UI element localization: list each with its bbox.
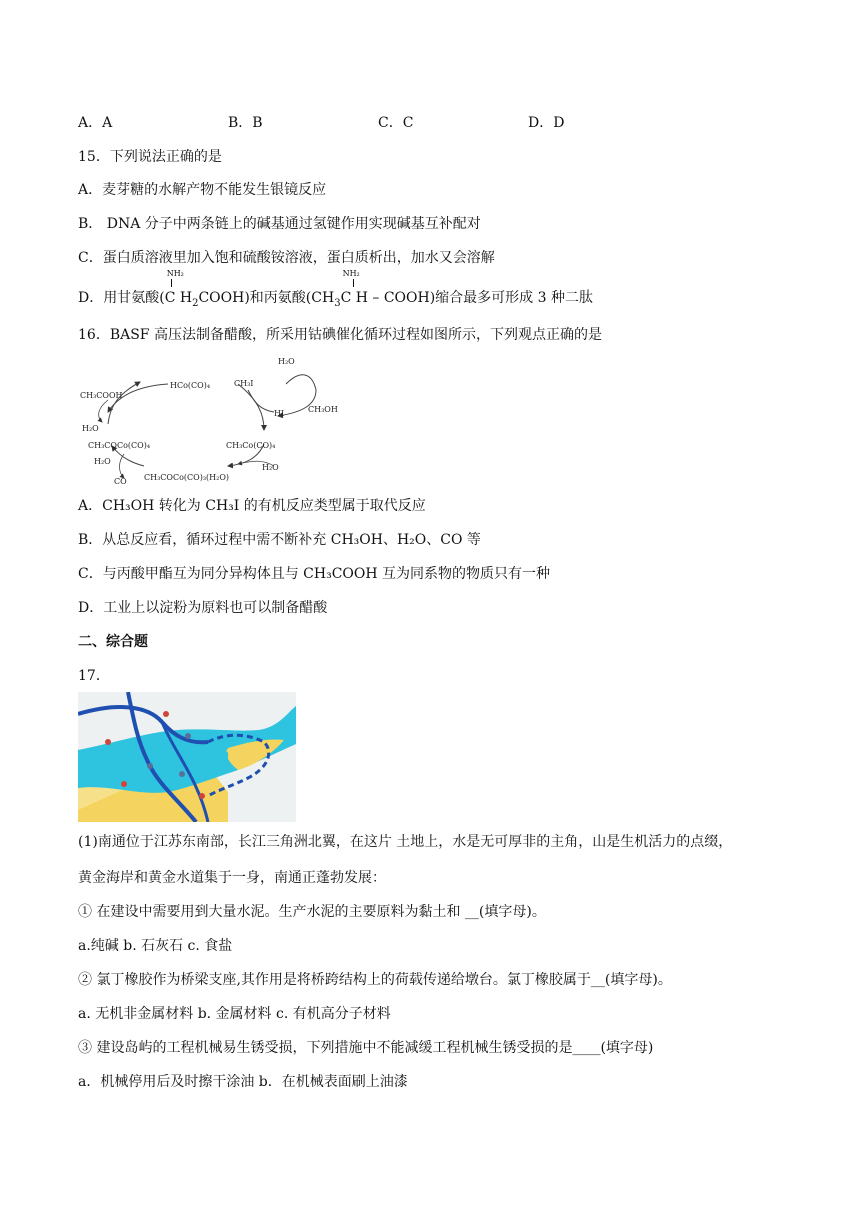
section-heading: 二、综合题 xyxy=(78,634,148,650)
label-hi: HI xyxy=(274,409,285,418)
q17-sub3-options: a．机械停用后及时擦干涂油 b．在机械表面刷上油漆 xyxy=(78,1074,408,1090)
q16-option-a: A．CH₃OH 转化为 CH₃I 的有机反应类型属于取代反应 xyxy=(78,498,426,514)
q17-number: 17． xyxy=(78,668,110,684)
q15-option-a: A．麦芽糖的水解产物不能发生银镜反应 xyxy=(78,182,327,198)
q17-intro-line1: (1)南通位于江苏东南部，长江三角洲北翼，在这片 土地上，水是无可厚非的主角，山是生机活力的点缀， xyxy=(78,834,733,850)
label-hco-co4: HCo(CO)₄ xyxy=(170,381,211,390)
alanine-formula: $CH_3$ NH₂ C H – COOH xyxy=(311,269,430,309)
nantong-map-image xyxy=(78,692,296,822)
label-ch3cocoh2o: CH₃COCo(CO)₃(H₂O) xyxy=(144,473,230,482)
q15-d-mid: )和丙氨酸( xyxy=(244,290,312,306)
q14-option-b: B．B xyxy=(228,115,263,131)
glycine-nh2: NH₂ xyxy=(166,269,184,278)
label-ch3oh: CH₃OH xyxy=(308,405,338,414)
q15-option-c: C．蛋白质溶液里加入饱和硫酸铵溶液，蛋白质析出，加水又会溶解 xyxy=(78,250,495,266)
alanine-rest: C H – COOH xyxy=(340,290,430,306)
q14-option-a: A．A xyxy=(78,115,113,131)
label-ch3i: CH₃I xyxy=(234,379,254,388)
q16-option-c: C．与丙酸甲酯互为同分异构体且与 CH₃COOH 互为同系物的物质只有一种 xyxy=(78,566,551,582)
q17-sub1-options: a.纯碱 b. 石灰石 c. 食盐 xyxy=(78,938,233,954)
q16-option-d: D．工业上以淀粉为原料也可以制备醋酸 xyxy=(78,600,328,616)
q16-option-b: B．从总反应看，循环过程中需不断补充 CH₃OH、H₂O、CO 等 xyxy=(78,532,481,548)
label-ch3co-co4: CH₃Co(CO)₄ xyxy=(226,441,276,450)
label-ch3cooh: CH₃COOH xyxy=(80,391,123,400)
q14-option-d: D．D xyxy=(528,115,565,131)
label-co: CO xyxy=(114,477,127,486)
q17-sub3: ③ 建设岛屿的工程机械易生锈受损，下列措施中不能减缓工程机械生锈受损的是____(填字母) xyxy=(78,1040,654,1056)
q17-intro-line2: 黄金海岸和黄金水道集于一身，南通正蓬勃发展： xyxy=(78,870,386,886)
q14-option-c: C．C xyxy=(378,115,414,131)
alanine-nh2: NH₂ xyxy=(342,269,360,278)
label-h2o-right: H₂O xyxy=(262,463,279,472)
label-h2o-left2: H₂O xyxy=(94,457,111,466)
label-ch3coco-co4: CH₃COCo(CO)₄ xyxy=(88,441,151,450)
q15-stem: 15．下列说法正确的是 xyxy=(78,149,222,165)
glycine-formula: NH₂ C $H_2COOH$ xyxy=(164,269,245,309)
catalytic-cycle-diagram xyxy=(78,350,340,486)
q15-d-suffix: )缩合最多可形成 3 种二肽 xyxy=(429,290,593,306)
q15-option-d xyxy=(78,269,593,314)
alanine-ch3: CH xyxy=(311,290,335,306)
label-h2o-top: H₂O xyxy=(278,357,295,366)
q17-sub2: ② 氯丁橡胶作为桥梁支座,其作用是将桥跨结构上的荷载传递给墩台。氯丁橡胶属于__(填字母)。 xyxy=(78,972,672,988)
q15-option-b: B． DNA 分子中两条链上的碱基通过氢键作用实现碱基互补配对 xyxy=(78,216,481,232)
q16-stem: 16．BASF 高压法制备醋酸，所采用钴碘催化循环过程如图所示，下列观点正确的是 xyxy=(78,327,602,343)
label-h2o-left: H₂O xyxy=(82,424,99,433)
q15-d-prefix: D．用甘氨酸( xyxy=(78,290,165,306)
q17-sub2-options: a. 无机非金属材料 b. 金属材料 c. 有机高分子材料 xyxy=(78,1006,391,1022)
glycine-tail: COOH xyxy=(198,290,245,306)
q17-sub1: ① 在建设中需要用到大量水泥。生产水泥的主要原料为黏土和 __(填字母)。 xyxy=(78,904,546,920)
glycine-ch: C H xyxy=(164,290,193,306)
